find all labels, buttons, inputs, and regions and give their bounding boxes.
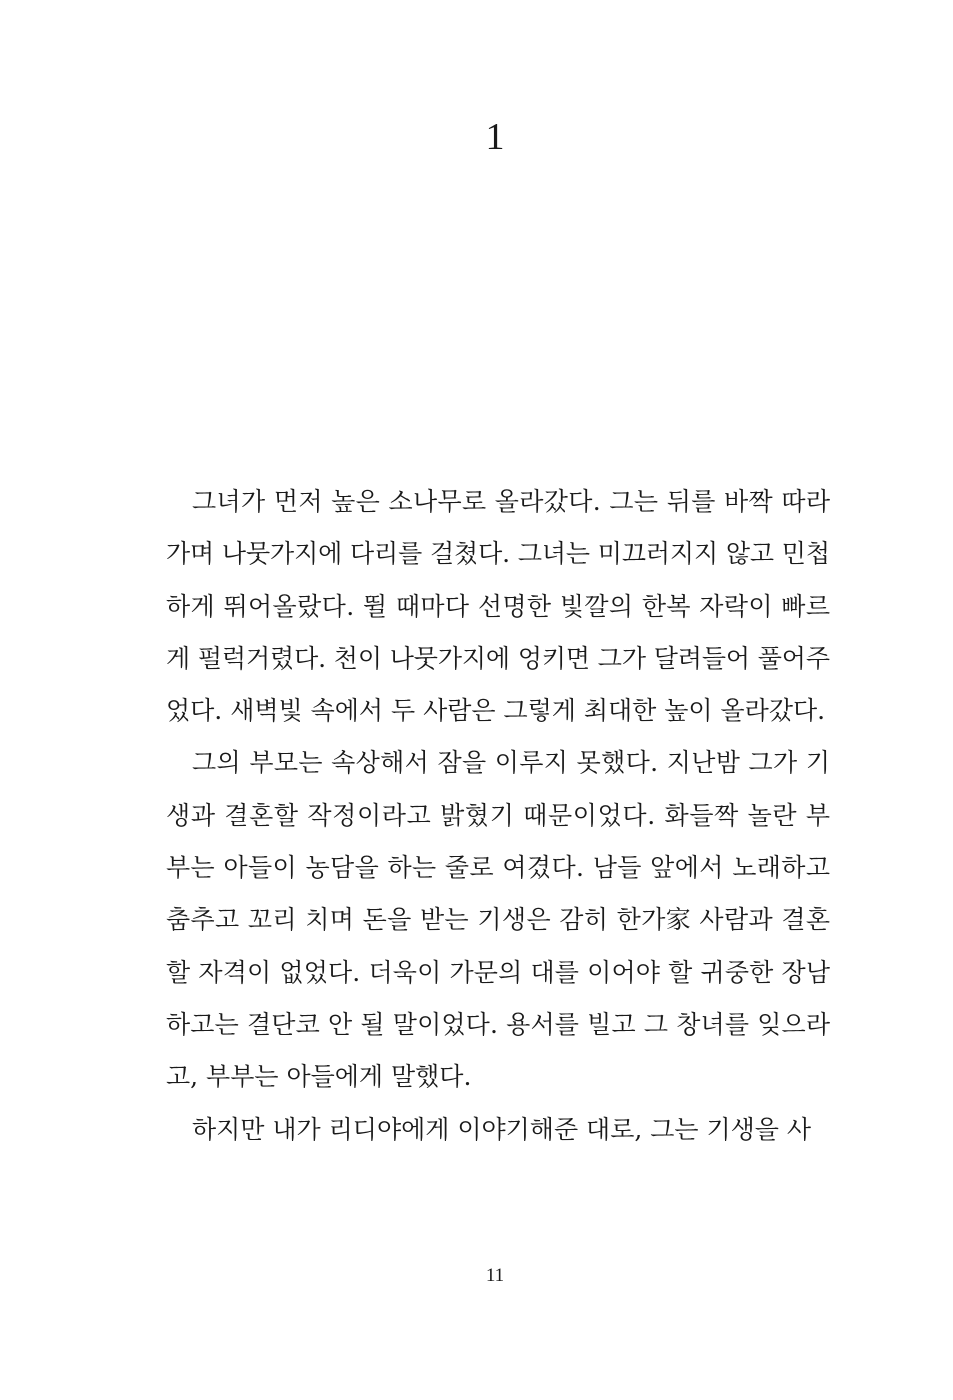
text-line: 었다. 새벽빛 속에서 두 사람은 그렇게 최대한 높이 올라갔다. bbox=[166, 696, 826, 726]
chapter-number: 1 bbox=[485, 116, 505, 158]
text-line: 고, 부부는 아들에게 말했다. bbox=[166, 1062, 472, 1092]
text-line: 할 자격이 없었다. 더욱이 가문의 대를 이어야 할 귀중한 장남 bbox=[166, 957, 831, 987]
text-line: 춤추고 꼬리 치며 돈을 받는 기생은 감히 한가家 사람과 결혼 bbox=[166, 905, 831, 935]
page-number: 11 bbox=[485, 1265, 505, 1286]
text-line: 하지만 내가 리디야에게 이야기해준 대로, 그는 기생을 사 bbox=[192, 1114, 812, 1144]
paragraph-2 bbox=[166, 737, 830, 1103]
text-line: 그의 부모는 속상해서 잠을 이루지 못했다. 지난밤 그가 기 bbox=[192, 748, 831, 778]
text-line: 그녀가 먼저 높은 소나무로 올라갔다. 그는 뒤를 바짝 따라 bbox=[192, 487, 831, 516]
paragraph-1 bbox=[166, 476, 830, 737]
text-line: 게 펄럭거렸다. 천이 나뭇가지에 엉키면 그가 달려들어 풀어주 bbox=[166, 643, 830, 673]
text-line: 가며 나뭇가지에 다리를 걸쳤다. 그녀는 미끄러지지 않고 민첩 bbox=[166, 539, 830, 569]
text-line: 생과 결혼할 작정이라고 밝혔기 때문이었다. 화들짝 놀란 부 bbox=[166, 800, 831, 830]
paragraph-3 bbox=[166, 1104, 830, 1156]
text-line: 하게 뛰어올랐다. 뛸 때마다 선명한 빛깔의 한복 자락이 빠르 bbox=[166, 591, 831, 621]
text-line: 부는 아들이 농담을 하는 줄로 여겼다. 남들 앞에서 노래하고 bbox=[166, 853, 831, 883]
text-line: 하고는 결단코 안 될 말이었다. 용서를 빌고 그 창녀를 잊으라 bbox=[166, 1009, 831, 1039]
body-text bbox=[166, 476, 830, 1156]
